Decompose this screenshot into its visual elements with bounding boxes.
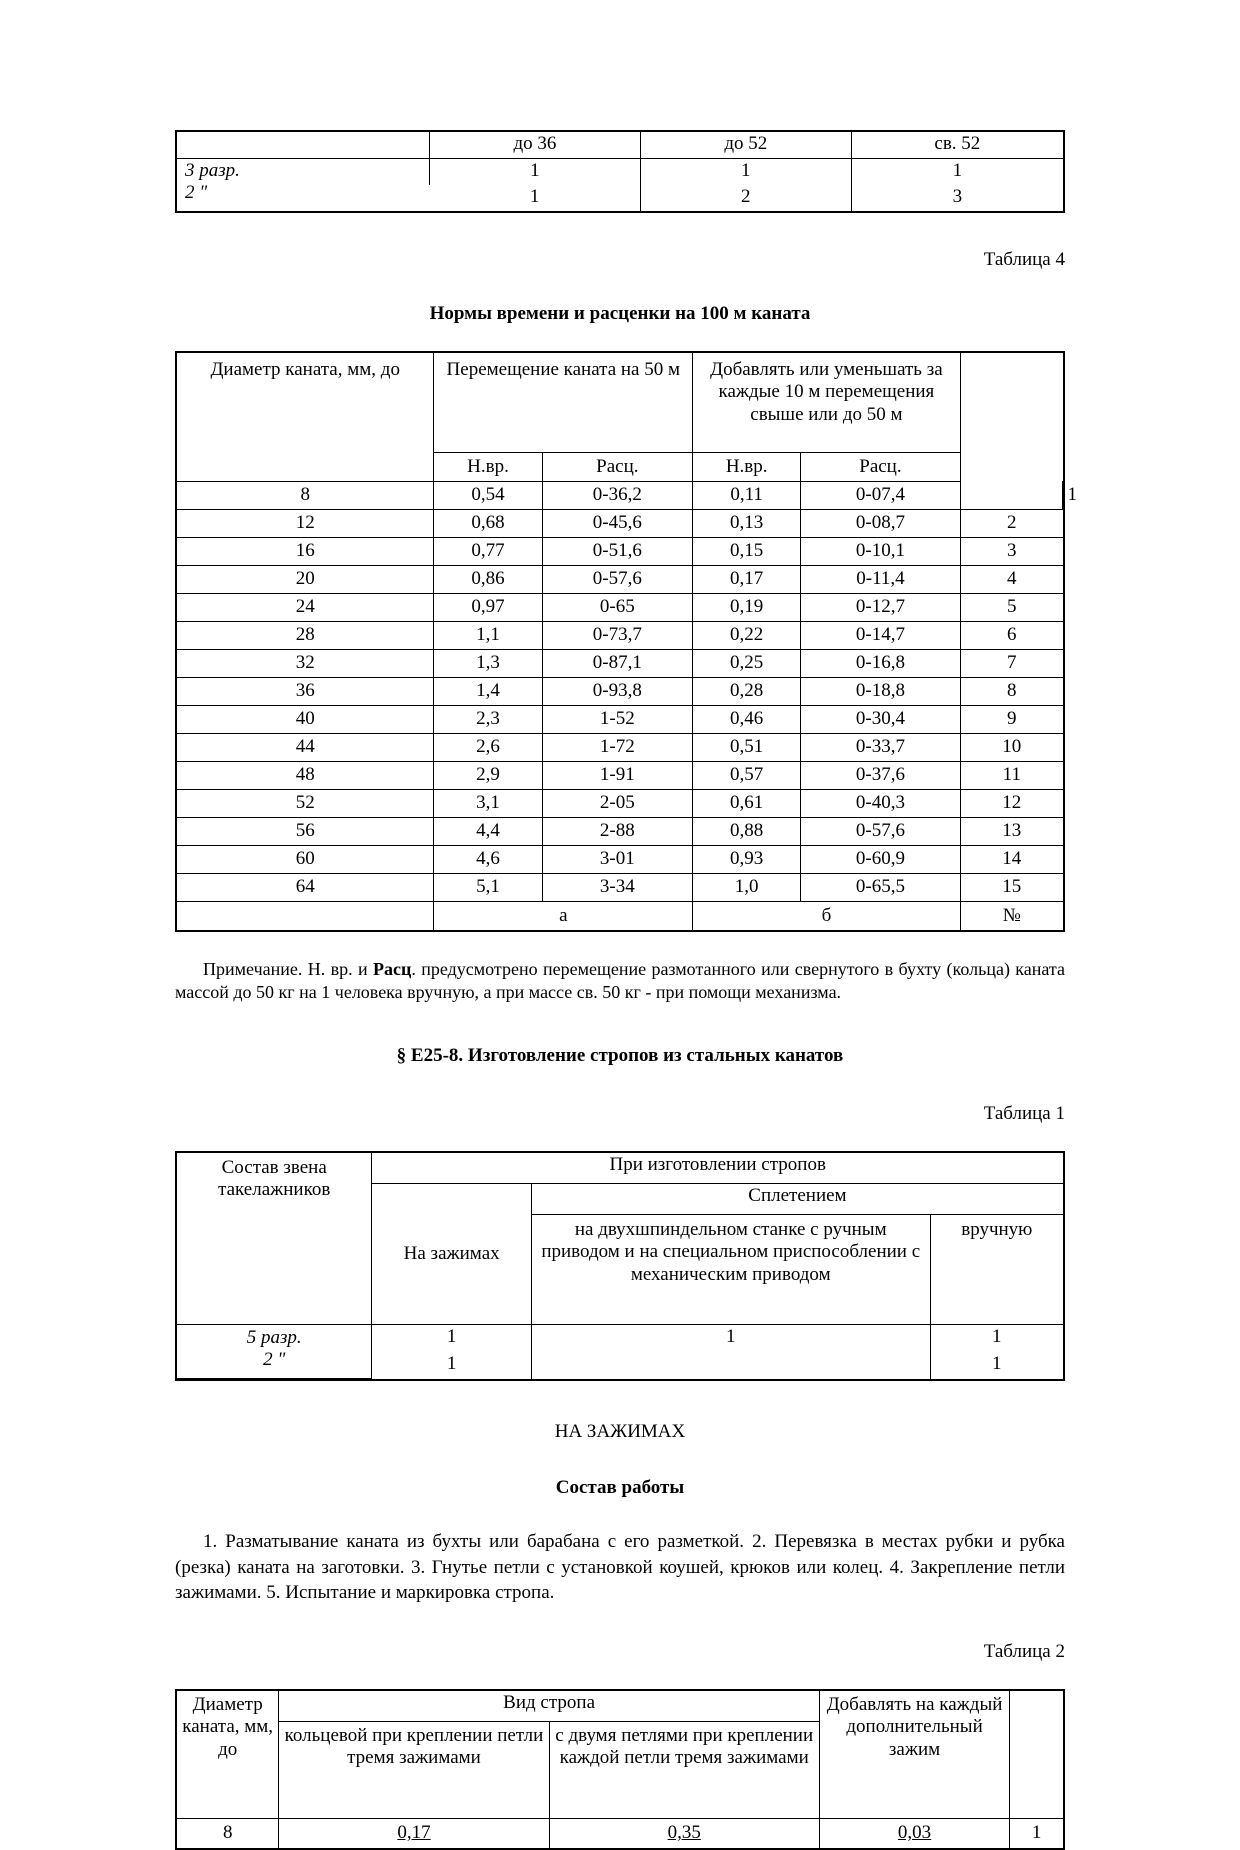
cell-nvr1: 2,3 [434,706,542,734]
subheader-nvr-2: Н.вр. [693,453,801,482]
cell-diameter: 48 [177,762,434,790]
cell-nvr1: 5,1 [434,874,542,902]
cell-r1-c2 [531,1352,930,1379]
table4-footer-row [177,902,1063,931]
table-row [177,790,1063,818]
header-cell-sv52: св. 52 [851,132,1063,159]
cell-diameter: 16 [177,538,434,566]
cell-diameter: 8 [177,1819,279,1849]
cell-diameter: 40 [177,706,434,734]
cell-rasc2: 0-11,4 [801,566,960,594]
cell-diameter: 60 [177,846,434,874]
cell-rasc2: 0-57,6 [801,818,960,846]
sostav-raboty-body: 1. Разматывание каната из бухты или барабана с его разметкой. 2. Перевязка в местах рубки и рубка (резка) каната на заготовки. 3. Гнутье петли с установкой коушей, крюков или колец. 4. Закрепление петли зажимами. 5. Испытание и маркировка стропа. [175,1529,1065,1605]
cell-rasc1: 2-05 [542,790,693,818]
crew-rank-cell [177,159,430,212]
table-row [177,846,1063,874]
subheader-na-zazhimah: На зажимах [372,1183,531,1324]
header-vid-stropa: Вид стропа [279,1691,819,1722]
table-row [177,762,1063,790]
cell-diameter: 12 [177,510,434,538]
cell-nvr1: 0,86 [434,566,542,594]
cell-rasc1: 0-51,6 [542,538,693,566]
header-addsub: Добавлять или уменьшать за каждые 10 м перемещения свыше или до 50 м [693,353,961,453]
subheader-spleteniem: Сплетением [531,1183,1063,1214]
cell-rownum: 1 [1010,1819,1063,1849]
table-row [177,622,1063,650]
cell-rownum: 13 [960,818,1063,846]
cell-nvr2: 0,88 [693,818,801,846]
e25-8-table2 [175,1689,1065,1850]
cell-nvr2: 0,11 [693,482,801,510]
table-header-row [177,132,1063,159]
subheader-rasc-2: Расц. [801,453,960,482]
header-cell-blank [177,132,430,159]
header-dobavlyat: Добавлять на каждый дополнительный зажим [819,1691,1009,1819]
cell-diameter: 24 [177,594,434,622]
cell-r0-c1: 1 [372,1324,531,1352]
table-row [177,818,1063,846]
footer-blank [177,902,434,931]
note-bold-term: Расц [373,959,411,979]
cell-rownum: 10 [960,734,1063,762]
cell-rasc2: 0-30,4 [801,706,960,734]
table-row [177,1324,1063,1352]
cell-value-2: 0,35 [549,1819,819,1849]
table2-header-row [177,1691,1063,1722]
cell-nvr1: 3,1 [434,790,542,818]
cell-value-3: 0,03 [819,1819,1009,1849]
table4-title: Нормы времени и расценки на 100 м каната [175,303,1065,325]
cell-rownum: 2 [960,510,1063,538]
header-crew-composition [177,1153,372,1325]
cell-nvr1: 0,68 [434,510,542,538]
cell-rasc2: 0-12,7 [801,594,960,622]
cell-nvr2: 0,51 [693,734,801,762]
cell-rownum: 5 [960,594,1063,622]
cell-rasc2: 0-33,7 [801,734,960,762]
cell-rasc1: 1-91 [542,762,693,790]
subheader-two-loops: с двумя петлями при креплении каждой петли тремя зажимами [549,1722,819,1819]
cell-rasc2: 0-10,1 [801,538,960,566]
cell-nvr1: 2,9 [434,762,542,790]
cell-r1-c1: 1 [372,1352,531,1379]
header-move50: Перемещение каната на 50 м [434,353,693,453]
header-при-изготовлении: При изготовлении стропов [372,1153,1063,1184]
cell-rownum: 7 [960,650,1063,678]
cell-rasc1: 0-45,6 [542,510,693,538]
table-row [177,678,1063,706]
cell-nvr1: 1,1 [434,622,542,650]
cell-rasc2: 0-14,7 [801,622,960,650]
cell-nvr1: 0,77 [434,538,542,566]
cell-diameter: 32 [177,650,434,678]
header-diameter: Диаметр каната, мм, до [177,353,434,482]
cell-r1-c3: 1 [930,1352,1063,1379]
cell-diameter: 36 [177,678,434,706]
cell-rownum: 6 [960,622,1063,650]
cell-rasc2: 0-18,8 [801,678,960,706]
cell-rasc2: 0-37,6 [801,762,960,790]
cell-r0-c2: 1 [531,1324,930,1352]
crew-rank-3: 3 разр. [185,160,425,182]
cell-rownum: 15 [960,874,1063,902]
crew-rank-cell [177,1324,372,1379]
cell-rasc1: 0-93,8 [542,678,693,706]
cell-r0-c3: 1 [851,159,1063,186]
cell-rasc1: 0-65 [542,594,693,622]
cell-nvr2: 1,0 [693,874,801,902]
cell-r1-c1: 1 [430,185,641,211]
footer-a: а [434,902,693,931]
subheader-manual: вручную [930,1214,1063,1324]
crew-rank-2: 2 " [185,182,425,204]
table-row [177,566,1063,594]
header-number-col [960,353,1063,510]
cell-rownum: 4 [960,566,1063,594]
cell-r0-c3: 1 [930,1324,1063,1352]
cell-nvr1: 4,6 [434,846,542,874]
cell-rasc1: 2-88 [542,818,693,846]
cell-nvr2: 0,19 [693,594,801,622]
note-suffix: . предусмотрено перемещение размотанного или свернутого в бухту (кольца) каната массой до 50 кг на 1 человека вручную, а при массе св. 50 кг - при помощи механизма. [175,959,1065,1002]
cell-nvr2: 0,46 [693,706,801,734]
cell-rasc1: 0-57,6 [542,566,693,594]
cell-value-1: 0,17 [279,1819,549,1849]
table-row [177,1819,1063,1849]
section-heading-e25-8: § Е25-8. Изготовление стропов из стальных канатов [175,1045,1065,1067]
cell-diameter: 64 [177,874,434,902]
cell-nvr1: 0,54 [434,482,542,510]
note-prefix: Примечание. Н. вр. и [203,959,373,979]
cell-diameter: 8 [177,482,434,510]
cell-nvr1: 1,3 [434,650,542,678]
cell-nvr1: 4,4 [434,818,542,846]
header-diameter: Диаметр каната, мм, до [177,1691,279,1819]
cell-rasc1: 0-36,2 [542,482,693,510]
e25-8-table1 [175,1151,1065,1382]
cell-rasc1: 0-87,1 [542,650,693,678]
e25-8-table2-label: Таблица 2 [175,1641,1065,1663]
header-cell-do36: до 36 [430,132,641,159]
cell-rasc2: 0-60,9 [801,846,960,874]
cell-rownum: 14 [960,846,1063,874]
cell-diameter: 56 [177,818,434,846]
header-crew-composition-text: Состав звена такелажников [181,1157,367,1202]
table-row [177,874,1063,902]
subheader-machine: на двухшпиндельном станке с ручным приводом и на специальном приспособлении с механическим приводом [531,1214,930,1324]
cell-nvr2: 0,13 [693,510,801,538]
cell-r1-c2: 2 [640,185,851,211]
cell-diameter: 52 [177,790,434,818]
table1-header-row [177,1153,1063,1184]
cell-rownum: 8 [960,678,1063,706]
cell-rasc1: 3-01 [542,846,693,874]
cell-nvr1: 2,6 [434,734,542,762]
table-row [177,482,1063,510]
table4-label: Таблица 4 [175,249,1065,271]
cell-rasc1: 1-52 [542,706,693,734]
cell-nvr2: 0,93 [693,846,801,874]
cell-rasc2: 0-40,3 [801,790,960,818]
cell-nvr2: 0,22 [693,622,801,650]
cell-rownum: 11 [960,762,1063,790]
cell-r0-c1: 1 [430,159,641,186]
cell-nvr2: 0,57 [693,762,801,790]
cell-r1-c3: 3 [851,185,1063,211]
cell-r0-c2: 1 [640,159,851,186]
cell-rasc2: 0-08,7 [801,510,960,538]
subheader-nvr-1: Н.вр. [434,453,542,482]
table4-header-row [177,353,1063,453]
e25-8-table1-label: Таблица 1 [175,1103,1065,1125]
crew-rank-5: 5 разр. [181,1327,367,1349]
cell-rasc1: 3-34 [542,874,693,902]
crew-rank-2: 2 " [181,1349,367,1371]
sostav-raboty-heading: Состав работы [175,1477,1065,1499]
cell-rownum: 9 [960,706,1063,734]
cell-diameter: 20 [177,566,434,594]
table4 [175,351,1065,932]
cell-nvr2: 0,61 [693,790,801,818]
table-row [177,159,1063,186]
cell-rasc2: 0-65,5 [801,874,960,902]
cell-rasc1: 0-73,7 [542,622,693,650]
cell-rownum: 12 [960,790,1063,818]
table-row [177,734,1063,762]
table-row [177,510,1063,538]
table-row [177,706,1063,734]
cell-nvr2: 0,17 [693,566,801,594]
cell-nvr2: 0,15 [693,538,801,566]
subheader-ring-sling: кольцевой при креплении петли тремя зажимами [279,1722,549,1819]
table-row [177,538,1063,566]
cell-diameter: 44 [177,734,434,762]
cell-nvr1: 0,97 [434,594,542,622]
table-row [177,650,1063,678]
table-row [177,594,1063,622]
footer-num: № [960,902,1063,931]
header-cell-do52: до 52 [640,132,851,159]
subsection-title-na-zazhimah: НА ЗАЖИМАХ [175,1421,1065,1443]
continued-crew-table [175,130,1065,213]
cell-rasc1: 1-72 [542,734,693,762]
cell-rownum: 3 [960,538,1063,566]
cell-nvr2: 0,28 [693,678,801,706]
cell-nvr2: 0,25 [693,650,801,678]
subheader-rasc-1: Расц. [542,453,693,482]
table4-note [175,958,1065,1005]
cell-nvr1: 1,4 [434,678,542,706]
footer-b: б [693,902,961,931]
cell-diameter: 28 [177,622,434,650]
cell-rasc2: 0-07,4 [801,482,960,510]
cell-rasc2: 0-16,8 [801,650,960,678]
